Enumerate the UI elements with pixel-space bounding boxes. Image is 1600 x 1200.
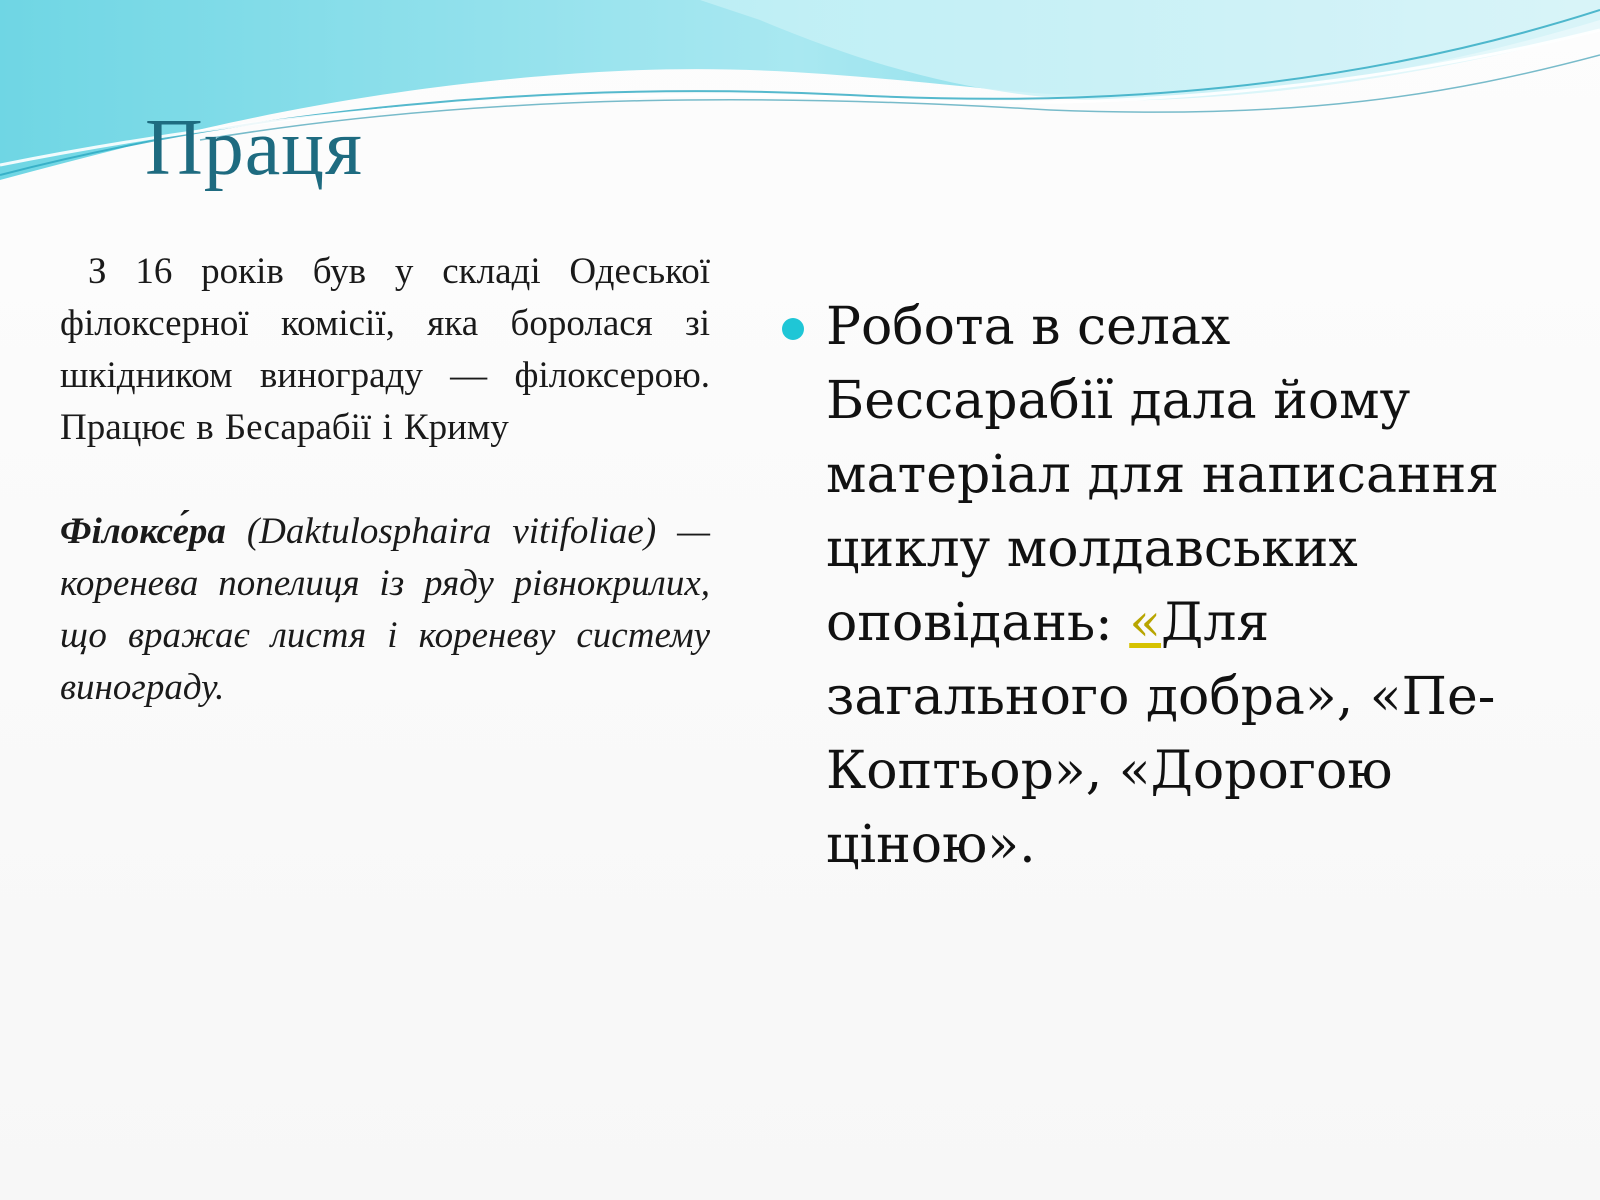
quote-link-mark[interactable]: « bbox=[1129, 593, 1162, 653]
biography-paragraph bbox=[60, 246, 710, 454]
left-column bbox=[60, 246, 710, 714]
bullet-text-after: Для загального добра», «Пе-Коптьор», «Дорогою ціною». bbox=[826, 593, 1496, 875]
right-column bbox=[780, 290, 1520, 882]
bullet-text-before: Робота в селах Бессарабії дала йому матеріал для написання циклу молдавських оповідань: bbox=[826, 297, 1500, 653]
bullet-dot-icon bbox=[782, 318, 804, 340]
definition-text: (Daktulosphaira vitifoliae) — коренева попелиця із ряду рівнокрилих, що вражає листя і кореневу систему винограду. bbox=[60, 511, 710, 708]
biography-text: З 16 років був у складі Одеської філоксерної комісії, яка боролася зі шкідником винограду — філоксерою. Працює в Бесарабії і Криму bbox=[60, 251, 710, 448]
definition-term: Філоксе́ра bbox=[60, 511, 226, 552]
slide-title: Праця bbox=[145, 104, 363, 192]
bullet-item bbox=[780, 290, 1520, 882]
phylloxera-definition bbox=[60, 506, 710, 714]
